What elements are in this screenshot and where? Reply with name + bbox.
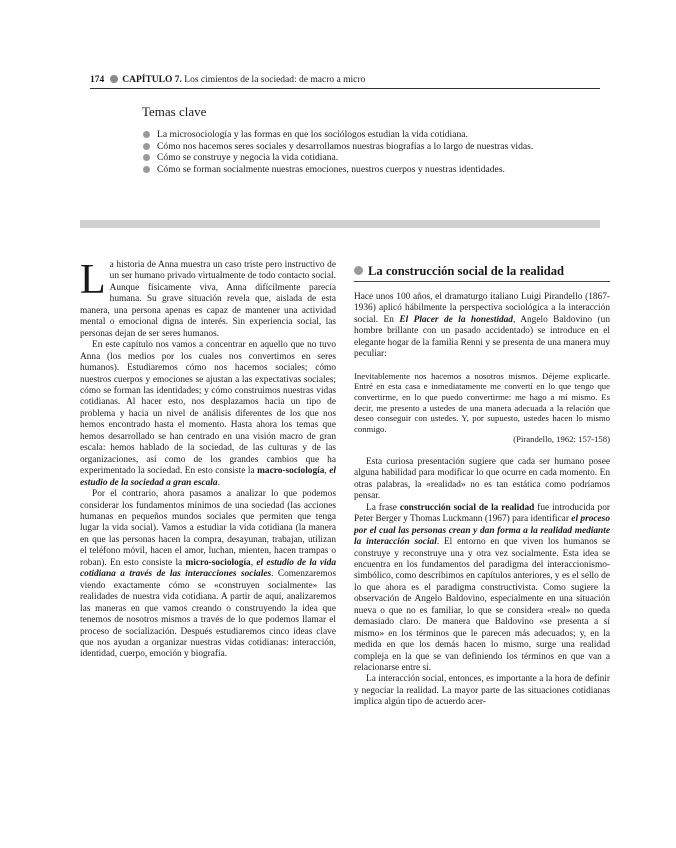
- header-divider: [90, 88, 600, 89]
- section-divider: [354, 281, 610, 282]
- left-column: [80, 257, 337, 661]
- right-column: [354, 292, 610, 709]
- list-item: La microsociología y las formas en que los sociólogos estudian la vida cotidiana.: [142, 129, 542, 141]
- bullet-dot-icon: [143, 154, 150, 161]
- key-themes-list: [142, 129, 542, 175]
- chapter-label: CAPÍTULO 7.: [122, 75, 182, 85]
- paragraph-interaction: La interacción social, entonces, es importante a la hora de definir y negociar la realidad. La mayor parte de las situaciones cotidianas implica algún tipo de acuerdo acer-: [354, 674, 610, 708]
- paragraph-micro: Por el contrario, ahora pasamos a analizar lo que podemos considerar los fundamentos mínimos de una sociedad (las acciones humanas en pequeños mundos sociales que permiten que tenga lugar la vida social). Vamos a estudiar la vida cotidiana (la manera en que las personas hacen la compra, desayunan, trabajan, utilizan el teléfono móvil, hacen el amor, luchan, mienten, hacen trampas o roban). En esto consiste la micro-sociología, el estudio de la vida cotidiana a través de las interacciones sociales. Comenzaremos viendo exactamente cómo se «construyen socialmente» las realidades de nuestra vida cotidiana. A partir de aquí, analizaremos las maneras en que vamos creando o construyendo la idea que tenemos de nosotros mismos a través de lo que podemos llamar el proceso de socialización. Después estudiaremos cinco ideas clave que nos ayudan a organizar nuestras vidas cotidianas: interacción, identidad, cuerpo, emoción y biografía.: [80, 489, 337, 660]
- section-band: [80, 220, 600, 228]
- bullet-dot-icon: [143, 143, 150, 150]
- paragraph-pirandello: Hace unos 100 años, el dramaturgo italiano Luigi Pirandello (1867-1936) aplicó hábilmente la perspectiva sociológica a la interacción social. En El Placer de la honestidad, Angelo Baldovino (un hombre brillante con un pasado accidentado) se introduce en el elegante hogar de la familia Renni y se presenta de una manera muy peculiar:: [354, 292, 610, 360]
- quote-citation: (Pirandello, 1962: 157-158): [513, 434, 610, 445]
- paragraph-presentation: Esta curiosa presentación sugiere que cada ser humano posee alguna habilidad para modificar lo que ocurre en cada momento. En otras palabras, la «realidad» no es tan estática como podríamos pensar.: [354, 456, 610, 502]
- term-macrosociologia: macro-sociología: [257, 466, 325, 477]
- definition-construccion-social: el proceso por el cual las personas crean y dan forma a la realidad mediante la interacción social: [354, 514, 610, 548]
- page-number: 174: [90, 75, 105, 85]
- bullet-dot-icon: [143, 166, 150, 173]
- definition-microsociologia: el estudio de la vida cotidiana a través de las interacciones sociales: [80, 557, 337, 580]
- intro-paragraph: La historia de Anna muestra un caso triste pero instructivo de un ser humano privado virtualmente de todo contacto social. Aunque físicamente viva, Anna difícilmente parecía humana. Su grave situación revela que, aislada de esta manera, una persona apenas es capaz de mantener una actividad mental o emocional digna de interés. Sin experiencia social, las personas dejan de ser seres humanos.: [80, 257, 336, 339]
- bullet-dot-icon: [143, 131, 150, 138]
- term-microsociologia: micro-sociología: [185, 557, 251, 568]
- bullet-dot-icon: [354, 266, 363, 275]
- section-heading: La construcción social de la realidad: [354, 264, 564, 279]
- chapter-title: Los cimientos de la sociedad: de macro a micro: [184, 75, 366, 85]
- paragraph-construction: La frase construcción social de la realidad fue introducida por Peter Berger y Thomas Luckmann (1967) para identificar el proceso por el cual las personas crean y dan forma a la realidad mediante la interacción social. El entorno en que viven los humanos se construye y reconstruye una y otra vez socialmente. Esta idea se encuentra en los fundamentos del paradigma del interaccionismo-simbólico, como describimos en capítulos anteriores, y es el sello de lo que ahora es el paradigma constructivista. Como sugiere la observación de Angelo Baldovino, especialmente en una situación nueva o que no es familiar, lo que se considera «real» no queda demasiado claro. De manera que Baldovino «se presenta a sí mismo» en los términos que le parecen más adecuados; y, en la medida en que los demás hacen lo mismo, surge una realidad compleja en la que se van definiendo los términos en que van a relacionarse entre sí.: [354, 502, 610, 674]
- work-title: El Placer de la honestidad: [399, 314, 513, 325]
- list-item: Cómo se construye y negocia la vida cotidiana.: [142, 152, 542, 164]
- drop-cap: L: [80, 257, 106, 303]
- paragraph-macro: En este capítulo nos vamos a concentrar en aquello que no tuvo Anna (los medios por los cuales nos convertimos en seres humanos). Estudiaremos cómo nos hacemos sociales; cómo nuestros cuerpos y emociones se ajustan a las expectativas sociales; cómo se forman las identidades; y cómo construimos nuestras vidas cotidianas. Al hacer esto, nos desplazamos hacia un tipo de problema y hacia un nivel de análisis diferentes de los que nos hemos encontrado hasta el momento. Hasta ahora los temas que hemos desarrollado se han centrado en una visión macro de gran escala: hemos hablado de la sociedad, de las culturas y de las organizaciones, así como de los grandes cambios que ha experimentado la sociedad. En esto consiste la macro-sociología, el estudio de la sociedad a gran escala.: [80, 340, 336, 488]
- block-quote: Inevitablemente nos hacemos a nosotros mismos. Déjeme explicarle. Entré en esta casa e inmediatamente me convertí en lo que tengo que convertirme, en lo que puedo convertirme: me hago a mí mismo. Es decir, me presento a ustedes de una manera adecuada a la relación que deseo conseguir con ustedes. Y, por supuesto, ustedes hacen lo mismo conmigo.: [354, 370, 610, 434]
- running-header: [90, 73, 600, 87]
- key-themes-title: Temas clave: [142, 104, 207, 119]
- list-item: Cómo se forman socialmente nuestras emociones, nuestros cuerpos y nuestras identidades.: [142, 164, 542, 176]
- list-item: Cómo nos hacemos seres sociales y desarrollamos nuestras biografías a lo largo de nuestras vidas.: [142, 141, 542, 153]
- term-construccion-social: construcción social de la realidad: [399, 502, 535, 513]
- definition-macrosociologia: el estudio de la sociedad a gran escala: [80, 466, 336, 488]
- bullet-dot-icon: [110, 75, 118, 83]
